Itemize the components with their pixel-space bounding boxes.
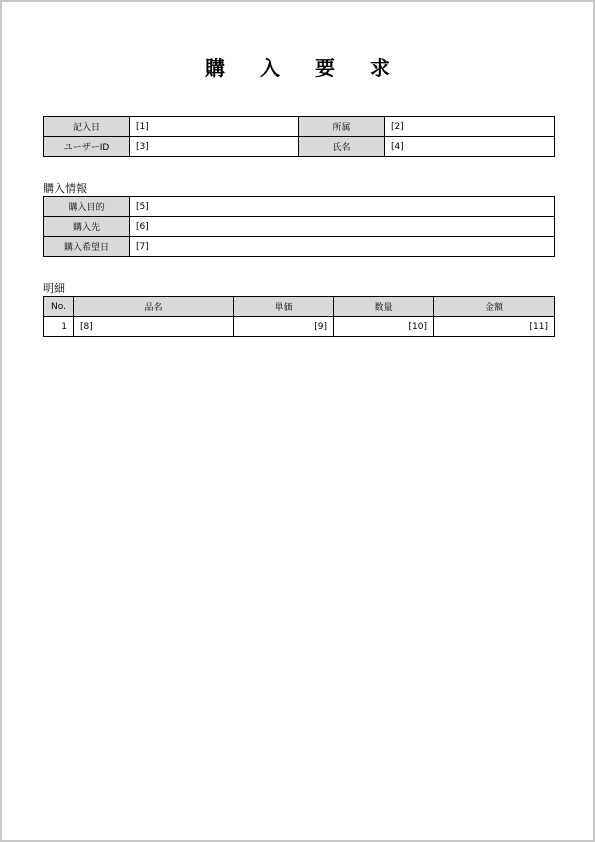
purpose-field[interactable]: [5] [130, 197, 555, 217]
vendor-field[interactable]: [6] [130, 217, 555, 237]
item-field[interactable]: [8] [74, 317, 234, 337]
table-row [44, 317, 555, 337]
table-row [44, 237, 555, 257]
unit-price-field[interactable]: [9] [234, 317, 334, 337]
amount-field[interactable]: [11] [434, 317, 555, 337]
user-id-label: ユーザーID [44, 137, 130, 157]
details-heading: 明細 [43, 282, 65, 295]
desired-date-label: 購入希望日 [44, 237, 130, 257]
desired-date-field[interactable]: [7] [130, 237, 555, 257]
column-header-quantity: 数量 [334, 297, 434, 317]
column-header-unit-price: 単価 [234, 297, 334, 317]
table-row [44, 217, 555, 237]
purchase-info-table [43, 196, 555, 257]
table-header-row [44, 297, 555, 317]
entry-date-label: 記入日 [44, 117, 130, 137]
user-id-field[interactable]: [3] [130, 137, 299, 157]
table-row [44, 137, 555, 157]
table-row [44, 197, 555, 217]
name-label: 氏名 [299, 137, 385, 157]
requester-info-table [43, 116, 555, 157]
column-header-no: No. [44, 297, 74, 317]
quantity-field[interactable]: [10] [334, 317, 434, 337]
column-header-item: 品名 [74, 297, 234, 317]
table-row [44, 117, 555, 137]
vendor-label: 購入先 [44, 217, 130, 237]
row-no: 1 [44, 317, 74, 337]
entry-date-field[interactable]: [1] [130, 117, 299, 137]
column-header-amount: 金額 [434, 297, 555, 317]
document-title: 購 入 要 求 [205, 56, 404, 80]
name-field[interactable]: [4] [385, 137, 555, 157]
purchase-info-heading: 購入情報 [43, 182, 87, 195]
document-page [2, 2, 593, 840]
details-table [43, 296, 555, 337]
purpose-label: 購入目的 [44, 197, 130, 217]
affiliation-label: 所属 [299, 117, 385, 137]
affiliation-field[interactable]: [2] [385, 117, 555, 137]
